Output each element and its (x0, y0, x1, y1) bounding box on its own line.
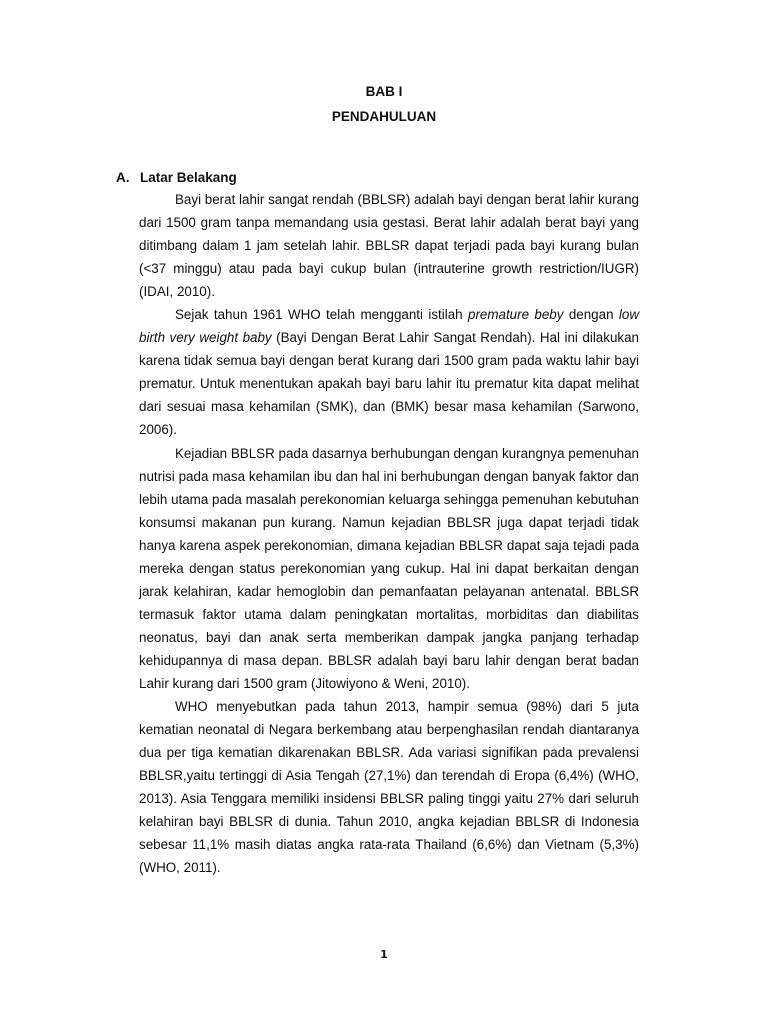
body-text (139, 188, 639, 879)
chapter-title: PENDAHULUAN (331, 109, 437, 124)
paragraph-2 (139, 303, 639, 441)
section-heading (116, 170, 237, 186)
section-number: A. (116, 170, 130, 185)
page-number: 1 (380, 948, 388, 961)
term-low-birth-very-weight-baby: low birth very weight baby (139, 307, 639, 346)
term-premature-beby: premature beby (468, 307, 564, 323)
paragraph-2-text-3: (Bayi Dengan Berat Lahir Sangat Rendah). Hal ini dilakukan karena tidak semua bayi dengan berat kurang dari 1500 gram pada waktu lahir bayi prematur. Untuk menentukan apakah bayi baru lahir itu prematur kita dapat melihat dari sesuai masa kehamilan (SMK), dan (BMK) besar masa kehamilan (Sarwono, 2006). (139, 330, 639, 438)
paragraph-2-text-2: dengan (563, 307, 619, 323)
section-title: Latar Belakang (140, 170, 237, 185)
chapter-number: BAB I (365, 84, 403, 99)
paragraph-4: WHO menyebutkan pada tahun 2013, hampir semua (98%) dari 5 juta kematian neonatal di Negara berkembang atau berpenghasilan rendah diantaranya dua per tiga kematian dikarenakan BBLSR. Ada variasi signifikan pada prevalensi BBLSR,yaitu tertinggi di Asia Tengah (27,1%) dan terendah di Eropa (6,4%) (WHO, 2013). Asia Tenggara memiliki insidensi BBLSR paling tinggi yaitu 27% dari seluruh kelahiran bayi BBLSR di dunia. Tahun 2010, angka kejadian BBLSR di Indonesia sebesar 11,1% masih diatas angka rata-rata Thailand (6,6%) dan Vietnam (5,3%) (WHO, 2011). (139, 699, 639, 876)
paragraph-1: Bayi berat lahir sangat rendah (BBLSR) adalah bayi dengan berat lahir kurang dari 1500 gram tanpa memandang usia gestasi. Berat lahir adalah berat bayi yang ditimbang dalam 1 jam setelah lahir. BBLSR dapat terjadi pada bayi kurang bulan (<37 minggu) atau pada bayi cukup bulan (intrauterine growth restriction/IUGR) (IDAI, 2010). (139, 192, 639, 300)
paragraph-3: Kejadian BBLSR pada dasarnya berhubungan dengan kurangnya pemenuhan nutrisi pada masa kehamilan ibu dan hal ini berhubungan dengan banyak faktor dan lebih utama pada masalah perekonomian keluarga sehingga pemenuhan kebutuhan konsumsi makanan pun kurang. Namun kejadian BBLSR juga dapat terjadi tidak hanya karena aspek perekonomian, dimana kejadian BBLSR dapat saja tejadi pada mereka dengan status perekonomian yang cukup. Hal ini dapat berkaitan dengan jarak kelahiran, kadar hemoglobin dan pemanfaatan pelayanan antenatal. BBLSR termasuk faktor utama dalam peningkatan mortalitas, morbiditas dan diabilitas neonatus, bayi dan anak serta memberikan dampak jangka panjang terhadap kehidupannya di masa depan. BBLSR adalah bayi baru lahir dengan berat badan Lahir kurang dari 1500 gram (Jitowiyono & Weni, 2010). (139, 445, 639, 691)
paragraph-2-text-1: Sejak tahun 1961 WHO telah mengganti istilah (175, 307, 468, 323)
